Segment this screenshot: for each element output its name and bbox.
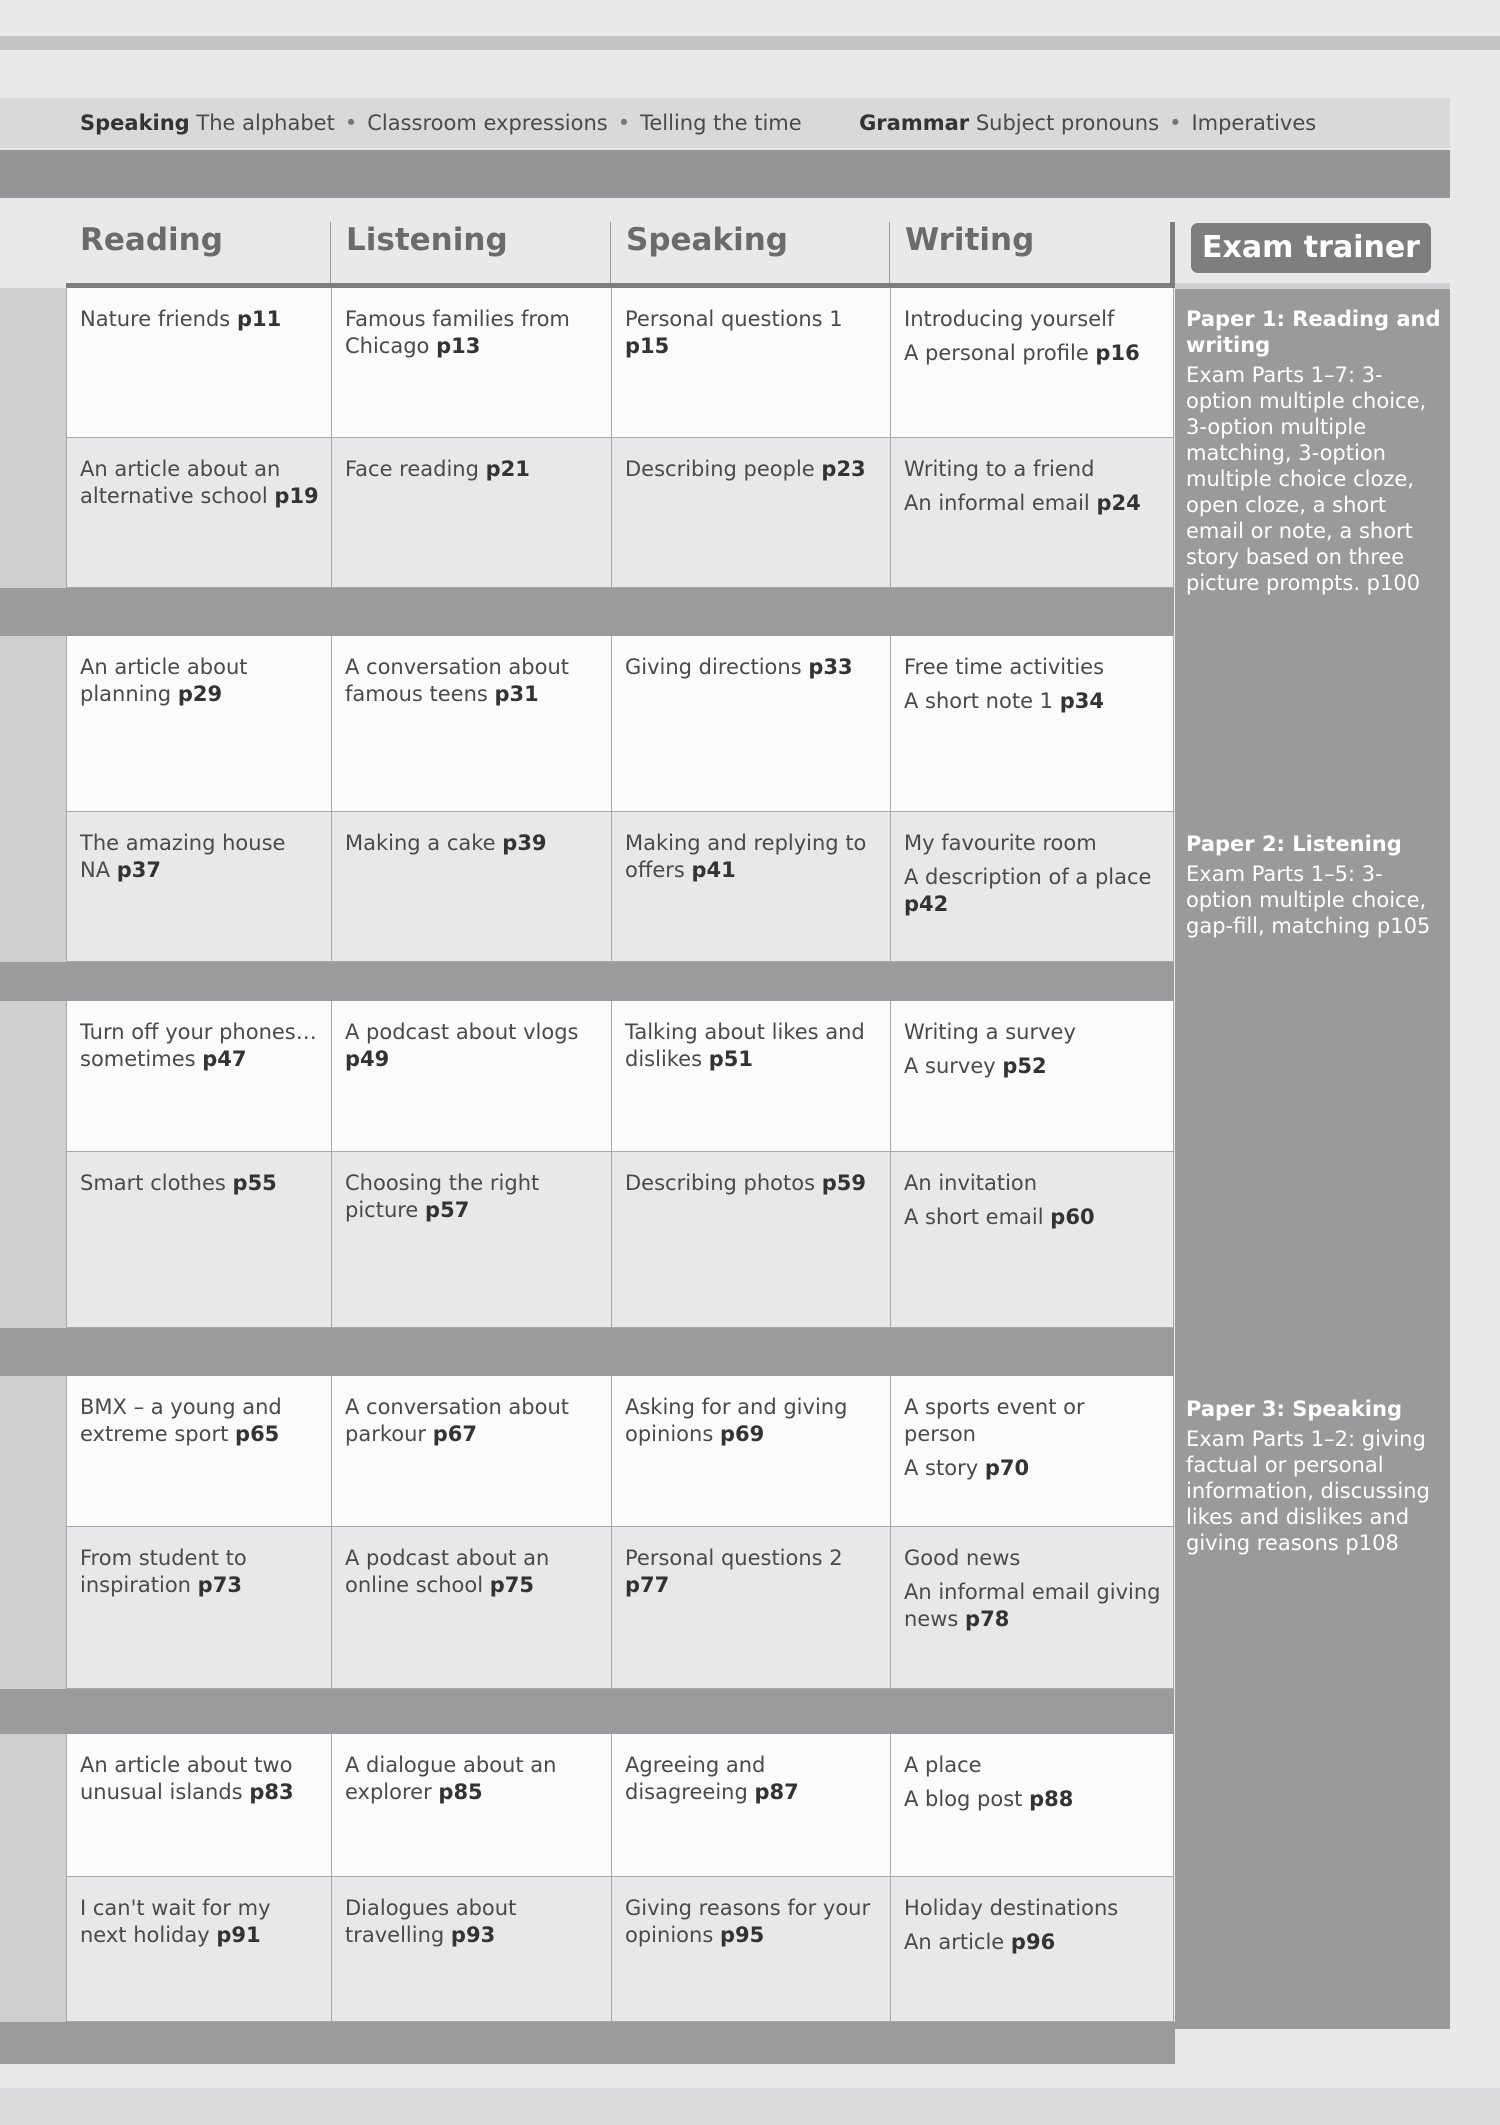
page-ref: p69 [719, 1422, 765, 1446]
page-ref: p91 [216, 1923, 261, 1947]
writing-title: An invitation [904, 1171, 1038, 1195]
listening-title: A podcast about vlogs [345, 1020, 579, 1044]
listening-title: A conversation about parkour [345, 1395, 570, 1446]
page-ref: p73 [197, 1573, 242, 1597]
speaking-cell [612, 1152, 891, 1328]
writing-subtitle: A description of a place [904, 865, 1152, 889]
reading-title: Turn off your phones… sometimes [80, 1020, 317, 1071]
speaking-title: Talking about likes and dislikes [625, 1020, 865, 1071]
writing-title: My favourite room [904, 831, 1097, 855]
writing-cell [891, 1877, 1174, 2022]
exam-trainer-button[interactable]: Exam trainer [1191, 223, 1431, 273]
writing-title: A sports event or person [904, 1395, 1085, 1446]
grammar-item: Imperatives [1191, 111, 1317, 135]
writing-title: Introducing yourself [904, 307, 1115, 331]
grammar-item: Subject pronouns [975, 111, 1160, 135]
speaking-cell [612, 1877, 891, 2022]
listening-title: A dialogue about an explorer [345, 1753, 557, 1804]
writing-cell [891, 1734, 1174, 1877]
page-ref: p59 [821, 1171, 866, 1195]
page-ref: p77 [625, 1573, 670, 1597]
speaking-title: Personal questions 1 [625, 307, 843, 331]
speaking-title: Giving reasons for your opinions [625, 1896, 871, 1947]
page-ref: p41 [691, 858, 736, 882]
reading-cell [66, 1527, 332, 1689]
speaking-title: Describing photos [625, 1171, 816, 1195]
page-ref: p78 [965, 1607, 1010, 1631]
speaking-cell [612, 1376, 891, 1527]
listening-cell [332, 1376, 612, 1527]
page-ref: p57 [425, 1198, 470, 1222]
writing-subtitle: A short note 1 [904, 689, 1054, 713]
writing-cell [891, 1376, 1174, 1527]
page-ref: p55 [232, 1171, 277, 1195]
header-separator [330, 222, 331, 284]
writing-cell [891, 438, 1174, 588]
listening-cell [332, 1734, 612, 1877]
page-ref: p21 [485, 457, 530, 481]
listening-cell [332, 1877, 612, 2022]
page-ref: p39 [502, 831, 547, 855]
listening-title: Making a cake [345, 831, 496, 855]
page-ref: p87 [754, 1780, 799, 1804]
unit-band [0, 962, 1174, 1001]
writing-subtitle: A personal profile [904, 341, 1089, 365]
reading-cell [66, 812, 332, 962]
grammar-label: Grammar [859, 111, 970, 135]
listening-title: Famous families from Chicago [345, 307, 570, 358]
reading-cell [66, 438, 332, 588]
page-ref: p34 [1059, 689, 1104, 713]
listening-cell [332, 1527, 612, 1689]
page-ref: p37 [116, 858, 162, 882]
listening-title: Face reading [345, 457, 479, 481]
speaking-title: Making and replying to offers [625, 831, 867, 882]
page-ref: p67 [432, 1422, 477, 1446]
listening-cell [332, 438, 612, 588]
header-reading: Reading [80, 222, 223, 258]
page-ref: p13 [436, 334, 481, 358]
reading-cell [66, 636, 332, 812]
page-ref: p11 [236, 307, 282, 331]
page-ref: p96 [1010, 1930, 1056, 1954]
exam-paper-text: Exam Parts 1–2: giving factual or personal information, discussing likes and dislikes and giving reasons p108 [1186, 1427, 1430, 1555]
page-ref: p52 [1002, 1054, 1047, 1078]
reading-title: The amazing house NA [80, 831, 286, 882]
writing-subtitle: A survey [904, 1054, 996, 1078]
header-separator [610, 222, 611, 284]
exam-paper-3 [1186, 1396, 1441, 1556]
writing-subtitle: A blog post [904, 1787, 1023, 1811]
reading-cell [66, 1152, 332, 1328]
writing-cell [891, 812, 1174, 962]
page-ref: p88 [1029, 1787, 1074, 1811]
page-ref: p16 [1095, 341, 1140, 365]
writing-subtitle: A short email [904, 1205, 1044, 1229]
speaking-cell [612, 288, 891, 438]
speaking-item: Telling the time [640, 111, 802, 135]
speaking-item: The alphabet [196, 111, 335, 135]
speaking-cell [612, 1527, 891, 1689]
left-margin [0, 288, 66, 2028]
page-ref: p83 [249, 1780, 294, 1804]
speaking-item: Classroom expressions [367, 111, 608, 135]
reading-title: An article about two unusual islands [80, 1753, 293, 1804]
exam-paper-text: Exam Parts 1–5: 3-option multiple choice, gap-fill, matching p105 [1186, 862, 1431, 938]
speaking-cell [612, 636, 891, 812]
header-writing: Writing [905, 222, 1035, 258]
writing-title: Holiday destinations [904, 1896, 1119, 1920]
top-divider [0, 36, 1500, 50]
page-ref: p85 [438, 1780, 483, 1804]
unit-band [0, 150, 1450, 198]
speaking-title: Describing people [625, 457, 815, 481]
speaking-label: Speaking [80, 111, 190, 135]
page-ref: p19 [274, 484, 319, 508]
reading-cell [66, 1734, 332, 1877]
reading-title: I can't wait for my next holiday [80, 1896, 271, 1947]
page-ref: p70 [984, 1456, 1030, 1480]
header-separator [889, 222, 890, 284]
speaking-title: Giving directions [625, 655, 802, 679]
listening-cell [332, 1001, 612, 1152]
writing-cell [891, 636, 1174, 812]
writing-subtitle: An informal email [904, 491, 1090, 515]
exam-paper-2 [1186, 831, 1441, 939]
page-ref: p33 [808, 655, 853, 679]
unit-band [0, 1328, 1174, 1376]
exam-paper-text: Exam Parts 1–7: 3-option multiple choice, 3-option multiple matching, 3-option multiple choice cloze, open cloze, a short email or note, a short story based on three picture prompts. p100 [1186, 363, 1427, 595]
page-ref: p29 [177, 682, 223, 706]
speaking-title: Asking for and giving opinions [625, 1395, 848, 1446]
reading-cell [66, 1877, 332, 2022]
page-ref: p42 [904, 892, 949, 916]
listening-title: Dialogues about travelling [345, 1896, 517, 1947]
speaking-title: Personal questions 2 [625, 1546, 843, 1570]
reading-title: Smart clothes [80, 1171, 226, 1195]
reading-title: From student to inspiration [80, 1546, 247, 1597]
speaking-cell [612, 438, 891, 588]
page-ref: p60 [1050, 1205, 1095, 1229]
exam-column-top [1175, 283, 1450, 289]
unit-band [0, 588, 1174, 636]
writing-subtitle: A story [904, 1456, 979, 1480]
listening-cell [332, 812, 612, 962]
reading-cell [66, 1001, 332, 1152]
reading-cell [66, 1376, 332, 1527]
page-ref: p95 [719, 1923, 765, 1947]
listening-cell [332, 636, 612, 812]
writing-title: Writing a survey [904, 1020, 1076, 1044]
bottom-strip [0, 2088, 1500, 2125]
unit-band [0, 1689, 1174, 1734]
speaking-cell [612, 1734, 891, 1877]
writing-cell [891, 1152, 1174, 1328]
speaking-cell [612, 1001, 891, 1152]
page-ref: p49 [345, 1047, 390, 1071]
writing-title: Writing to a friend [904, 457, 1095, 481]
reading-cell [66, 288, 332, 438]
exam-paper-title: Paper 2: Listening [1186, 832, 1402, 856]
writing-cell [891, 1001, 1174, 1152]
writing-subtitle: An informal email giving news [904, 1580, 1161, 1631]
writing-title: Good news [904, 1546, 1021, 1570]
header-listening: Listening [346, 222, 508, 258]
listening-cell [332, 1152, 612, 1328]
bullet: • [1169, 111, 1182, 135]
listening-title: A conversation about famous teens [345, 655, 570, 706]
listening-cell [332, 288, 612, 438]
page-ref: p65 [235, 1422, 280, 1446]
unit-summary-strip [0, 98, 1450, 148]
exam-paper-title: Paper 3: Speaking [1186, 1397, 1402, 1421]
page-ref: p24 [1096, 491, 1141, 515]
writing-subtitle: An article [904, 1930, 1005, 1954]
speaking-cell [612, 812, 891, 962]
bottom-band [0, 2022, 1175, 2064]
page-ref: p51 [708, 1047, 754, 1071]
speaking-title: Agreeing and disagreeing [625, 1753, 766, 1804]
listening-title: A podcast about an online school [345, 1546, 550, 1597]
exam-paper-title: Paper 1: Reading and writing [1186, 307, 1441, 357]
page-ref: p23 [821, 457, 866, 481]
writing-cell [891, 1527, 1174, 1689]
reading-title: Nature friends [80, 307, 231, 331]
page-ref: p75 [489, 1573, 535, 1597]
page-ref: p31 [494, 682, 539, 706]
writing-cell [891, 288, 1174, 438]
bullet: • [617, 111, 631, 135]
page-ref: p15 [625, 334, 670, 358]
reading-title: BMX – a young and extreme sport [80, 1395, 282, 1446]
reading-title: An article about an alternative school [80, 457, 281, 508]
exam-rule [1170, 222, 1175, 288]
header-speaking: Speaking [626, 222, 788, 258]
writing-title: Free time activities [904, 655, 1105, 679]
reading-title: An article about planning [80, 655, 248, 706]
page-ref: p47 [202, 1047, 247, 1071]
exam-paper-1 [1186, 306, 1441, 596]
bullet: • [344, 111, 358, 135]
writing-title: A place [904, 1753, 982, 1777]
listening-title: Choosing the right picture [345, 1171, 540, 1222]
page-ref: p93 [450, 1923, 496, 1947]
